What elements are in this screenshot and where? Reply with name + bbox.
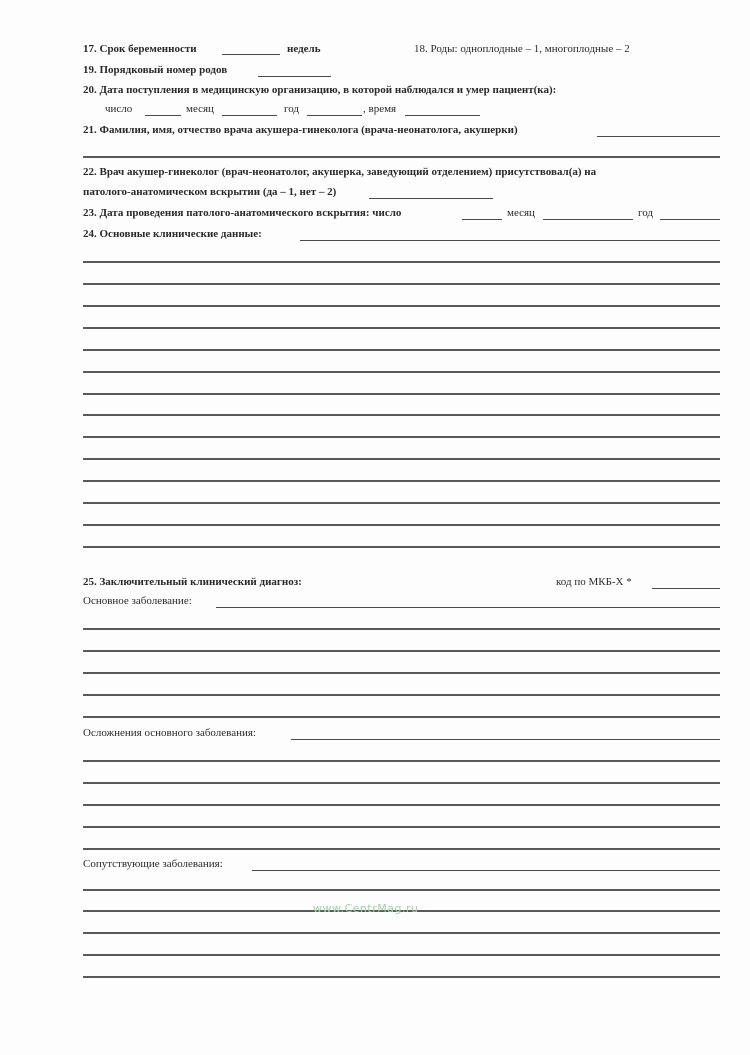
item20-month-field[interactable] <box>222 115 277 116</box>
item18-label: 18. Роды: одноплодные – 1, многоплодные – 2 <box>414 43 630 55</box>
item17-label: 17. Срок беременности <box>83 43 197 55</box>
item20-month-label: месяц <box>186 103 214 115</box>
item24-line[interactable] <box>83 283 720 285</box>
item24-line[interactable] <box>83 436 720 438</box>
item24-line[interactable] <box>83 458 720 460</box>
item24-line[interactable] <box>83 480 720 482</box>
comorbidities-line[interactable] <box>83 976 720 978</box>
comorbidities-line[interactable] <box>83 954 720 956</box>
comorbidities-label: Сопутствующие заболевания: <box>83 858 223 870</box>
main-disease-line[interactable] <box>83 694 720 696</box>
item22-label-line1: 22. Врач акушер-гинеколог (врач-неонатолог, акушерка, заведующий отделением) присутствовал(а) на <box>83 166 597 178</box>
item24-line[interactable] <box>83 546 720 548</box>
item21-doctor-name-line[interactable] <box>83 156 720 158</box>
complications-field[interactable] <box>291 739 720 740</box>
item23-year-field[interactable] <box>660 219 720 220</box>
complications-line[interactable] <box>83 826 720 828</box>
item24-line[interactable] <box>83 349 720 351</box>
item22-label-line2: патолого-анатомическом вскрытии (да – 1, нет – 2) <box>83 186 337 198</box>
item24-clinical-data-field[interactable] <box>300 240 720 241</box>
item24-line[interactable] <box>83 305 720 307</box>
item21-label: 21. Фамилия, имя, отчество врача акушера-гинеколога (врача-неонатолога, акушерки) <box>83 124 518 136</box>
item20-year-field[interactable] <box>307 115 362 116</box>
item23-day-field[interactable] <box>462 219 502 220</box>
complications-label: Осложнения основного заболевания: <box>83 727 256 739</box>
item20-time-field[interactable] <box>405 115 480 116</box>
item24-label: 24. Основные клинические данные: <box>83 228 262 240</box>
item24-line[interactable] <box>83 261 720 263</box>
watermark: www.CentrMag.ru <box>313 902 419 915</box>
main-disease-line[interactable] <box>83 650 720 652</box>
item25-label: 25. Заключительный клинический диагноз: <box>83 576 302 588</box>
item21-doctor-name-field[interactable] <box>597 136 720 137</box>
item22-present-field[interactable] <box>369 198 493 199</box>
item24-line[interactable] <box>83 393 720 395</box>
item24-line[interactable] <box>83 414 720 416</box>
item20-year-label: год <box>284 103 300 115</box>
item23-month-label: месяц <box>507 207 535 219</box>
item24-line[interactable] <box>83 502 720 504</box>
complications-line[interactable] <box>83 804 720 806</box>
complications-line[interactable] <box>83 760 720 762</box>
comorbidities-line[interactable] <box>83 932 720 934</box>
item24-line[interactable] <box>83 327 720 329</box>
item24-line[interactable] <box>83 371 720 373</box>
complications-line[interactable] <box>83 782 720 784</box>
item19-birth-order-field[interactable] <box>258 76 331 77</box>
item20-day-field[interactable] <box>145 115 181 116</box>
main-disease-line[interactable] <box>83 672 720 674</box>
complications-line[interactable] <box>83 848 720 850</box>
item20-day-label: число <box>105 103 133 115</box>
item20-label: 20. Дата поступления в медицинскую организацию, в которой наблюдался и умер пациент(ка): <box>83 84 557 96</box>
item25-icd-label: код по МКБ-Х * <box>556 576 632 588</box>
item19-label: 19. Порядковый номер родов <box>83 64 228 76</box>
comorbidities-field[interactable] <box>252 870 720 871</box>
item23-label: 23. Дата проведения патолого-анатомического вскрытия: число <box>83 207 402 219</box>
item23-month-field[interactable] <box>543 219 633 220</box>
item25-icd-code-field[interactable] <box>652 588 720 589</box>
main-disease-line[interactable] <box>83 716 720 718</box>
item24-line[interactable] <box>83 524 720 526</box>
item17-weeks-field[interactable] <box>222 54 280 55</box>
item23-year-label: год <box>638 207 654 219</box>
main-disease-label: Основное заболевание: <box>83 595 192 607</box>
item17-suffix: недель <box>287 43 321 55</box>
comorbidities-line[interactable] <box>83 889 720 891</box>
item20-time-label: , время <box>363 103 397 115</box>
main-disease-field[interactable] <box>216 607 720 608</box>
main-disease-line[interactable] <box>83 628 720 630</box>
